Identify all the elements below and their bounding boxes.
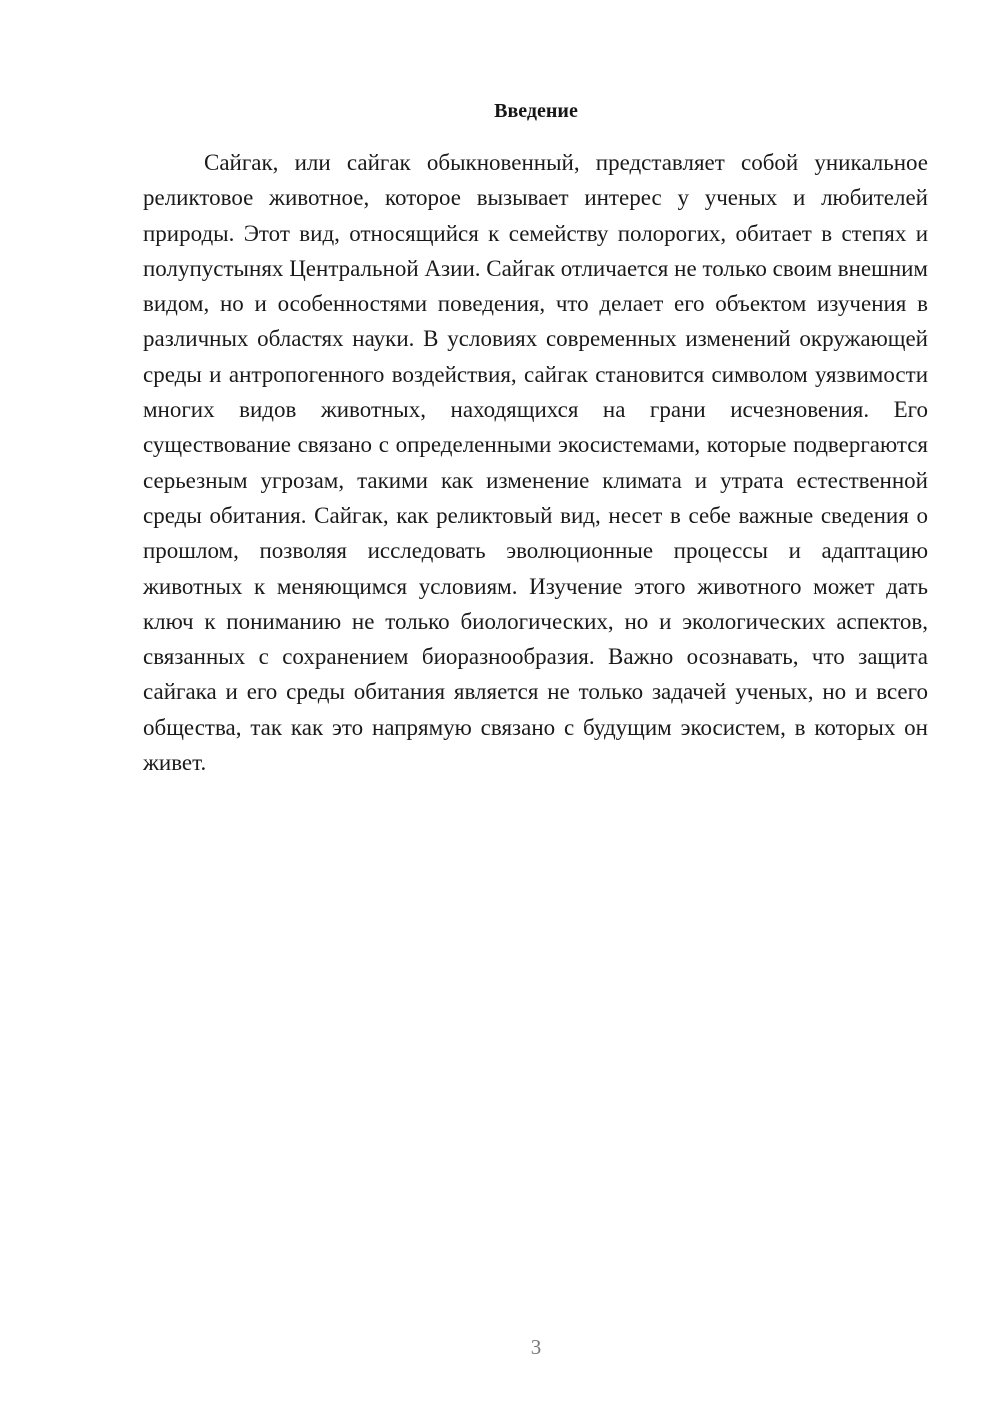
body-paragraph: Сайгак, или сайгак обыкновенный, представляет собой уникальное реликтовое животное, которое вызывает интерес у ученых и любителей природы. Этот вид, относящийся к семейству полорогих, обитает в степях и полупустынях Центральной Азии. Сайгак отличается не только своим внешним видом, но и особенностями поведения, что делает его объектом изучения в различных областях науки. В условиях современных изменений окружающей среды и антропогенного воздействия, сайгак становится символом уязвимости многих видов животных, находящихся на грани исчезновения. Его существование связано с определенными экосистемами, которые подвергаются серьезным угрозам, такими как изменение климата и утрата естественной среды обитания. Сайгак, как реликтовый вид, несет в себе важные сведения о прошлом, позволяя исследовать эволюционные процессы и адаптацию животных к меняющимся условиям. Изучение этого животного может дать ключ к пониманию не только биологических, но и экологических аспектов, связанных с сохранением биоразнообразия. Важно осознавать, что защита сайгака и его среды обитания является не только задачей ученых, но и всего общества, так как это напрямую связано с будущим экосистем, в которых он живет. [143,150,928,776]
page-number: 3 [530,1335,542,1359]
section-heading: Введение [494,100,578,122]
